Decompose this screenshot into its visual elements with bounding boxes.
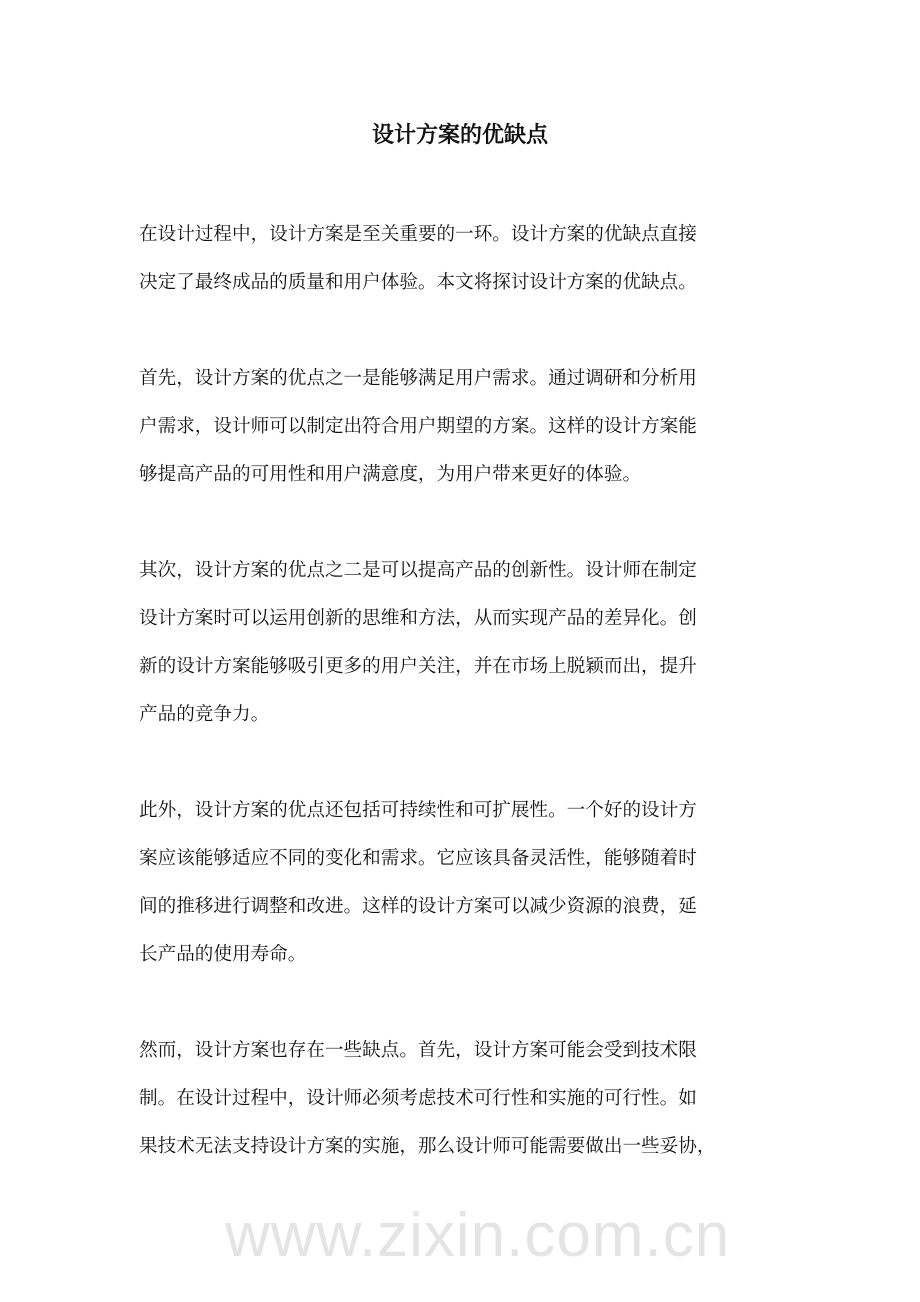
text-line: 案应该能够适应不同的变化和需求。它应该具备灵活性，能够随着时 [139, 848, 697, 869]
text-line: 首先，设计方案的优点之一是能够满足用户需求。通过调研和分析用 [139, 368, 697, 389]
text-line: 其次，设计方案的优点之二是可以提高产品的创新性。设计师在制定 [139, 560, 697, 581]
paragraph-disadvantage-1 [139, 1027, 819, 1171]
text-line: 决定了最终成品的质量和用户体验。本文将探讨设计方案的优缺点。 [139, 272, 697, 293]
document-body [139, 211, 819, 1219]
text-line: 够提高产品的可用性和用户满意度，为用户带来更好的体验。 [139, 464, 642, 485]
watermark: www.zixin.com.cn [225, 1201, 731, 1270]
paragraph-advantage-2 [139, 547, 819, 739]
text-line: 新的设计方案能够吸引更多的用户关注，并在市场上脱颖而出，提升 [139, 656, 697, 677]
text-line: 制。在设计过程中，设计师必须考虑技术可行性和实施的可行性。如 [139, 1088, 697, 1109]
text-line: 果技术无法支持设计方案的实施，那么设计师可能需要做出一些妥协， [139, 1136, 716, 1157]
text-line: 然而，设计方案也存在一些缺点。首先，设计方案可能会受到技术限 [139, 1040, 697, 1061]
text-line: 间的推移进行调整和改进。这样的设计方案可以减少资源的浪费，延 [139, 896, 697, 917]
text-line: 户需求，设计师可以制定出符合用户期望的方案。这样的设计方案能 [139, 416, 697, 437]
paragraph-advantage-1 [139, 355, 819, 499]
text-line: 设计方案时可以运用创新的思维和方法，从而实现产品的差异化。创 [139, 608, 697, 629]
paragraph-advantage-3 [139, 787, 819, 979]
paragraph-intro [139, 211, 819, 307]
document-title: 设计方案的优缺点 [371, 122, 548, 148]
text-line: 在设计过程中，设计方案是至关重要的一环。设计方案的优缺点直接 [139, 224, 697, 245]
text-line: 此外，设计方案的优点还包括可持续性和可扩展性。一个好的设计方 [139, 800, 697, 821]
text-line: 长产品的使用寿命。 [139, 944, 307, 965]
text-line: 产品的竞争力。 [139, 704, 270, 725]
